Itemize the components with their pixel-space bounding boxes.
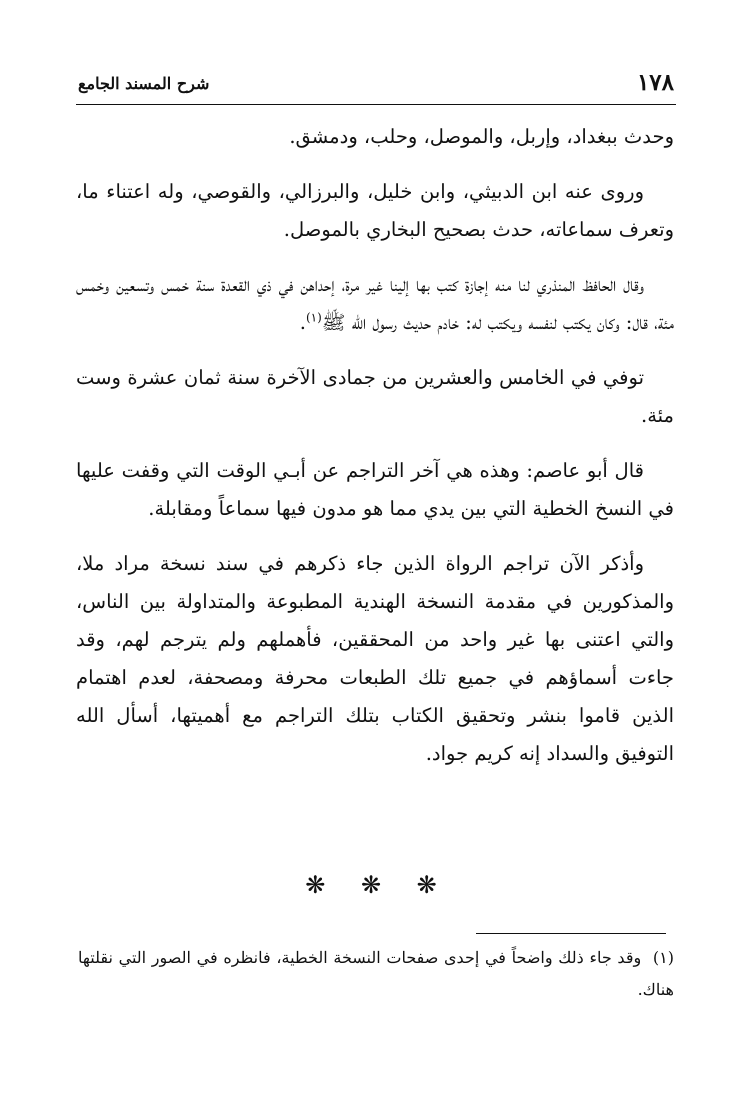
footnote-number: (١)	[652, 948, 675, 967]
paragraph-4: توفي في الخامس والعشرين من جمادى الآخرة سنة ثمان عشرة وست مئة.	[76, 366, 674, 427]
footnote-text: وقد جاء ذلك واضحاً في إحدى صفحات النسخة الخطية، فانظره في الصور التي نقلتها هناك.	[78, 948, 674, 999]
paragraph-6: وأذكر الآن تراجم الرواة الذين جاء ذكرهم في سند نسخة مراد ملا، والمذكورين في مقدمة النسخة الهندية المطبوعة والمتداولة بين الناس، والتي اعتنى بها غير واحد من المحققين، فأهملهم ولم يترجم لهم، وقد جاءت أسماؤهم في جميع تلك الطبعات محرفة ومصحفة، لعدم اهتمام الذين قاموا بنشر وتحقيق الكتاب بتلك التراجم مع أهميتها، أسأل الله التوفيق والسداد إنه كريم جواد.	[76, 552, 674, 765]
footnotes	[78, 942, 674, 1006]
section-divider-stars: ❋ ❋ ❋	[305, 871, 451, 899]
paragraph-1: وحدث ببغداد، وإربل، والموصل، وحلب، ودمشق.	[289, 125, 674, 148]
paragraph-2: وروى عنه ابن الدبيثي، وابن خليل، والبرزالي، والقوصي، وله اعتناء ما، وتعرف سماعاته، حدث بصحيح البخاري بالموصل.	[76, 180, 674, 241]
paragraph-3-tail: .	[299, 311, 306, 334]
paragraph-3-text: وقال الحافظ المنذري لنا منه إجازة كتب بها إلينا غير مرة، إحداهن في ذي القعدة سنة خمس وتسعين وخمس مئة، قال: وكان يكتب لنفسه ويكتب له: خادم حديث رسول الله ﷺ	[76, 273, 674, 334]
footnote-rule	[476, 933, 666, 934]
running-header	[78, 68, 674, 100]
page-number: ١٧٨	[636, 69, 674, 96]
header-rule	[76, 104, 676, 105]
footnote-item	[78, 942, 674, 1006]
paragraph-5: قال أبو عاصم: وهذه هي آخر التراجم عن أبـي الوقت التي وقفت عليها في النسخ الخطية التي بين يدي مما هو مدون فيها سماعاً ومقابلة.	[76, 459, 674, 520]
footnote-marker: (١)	[305, 310, 322, 325]
body-text	[76, 118, 674, 790]
book-title: شرح المسند الجامع	[78, 74, 210, 93]
paragraph-3	[76, 266, 674, 342]
